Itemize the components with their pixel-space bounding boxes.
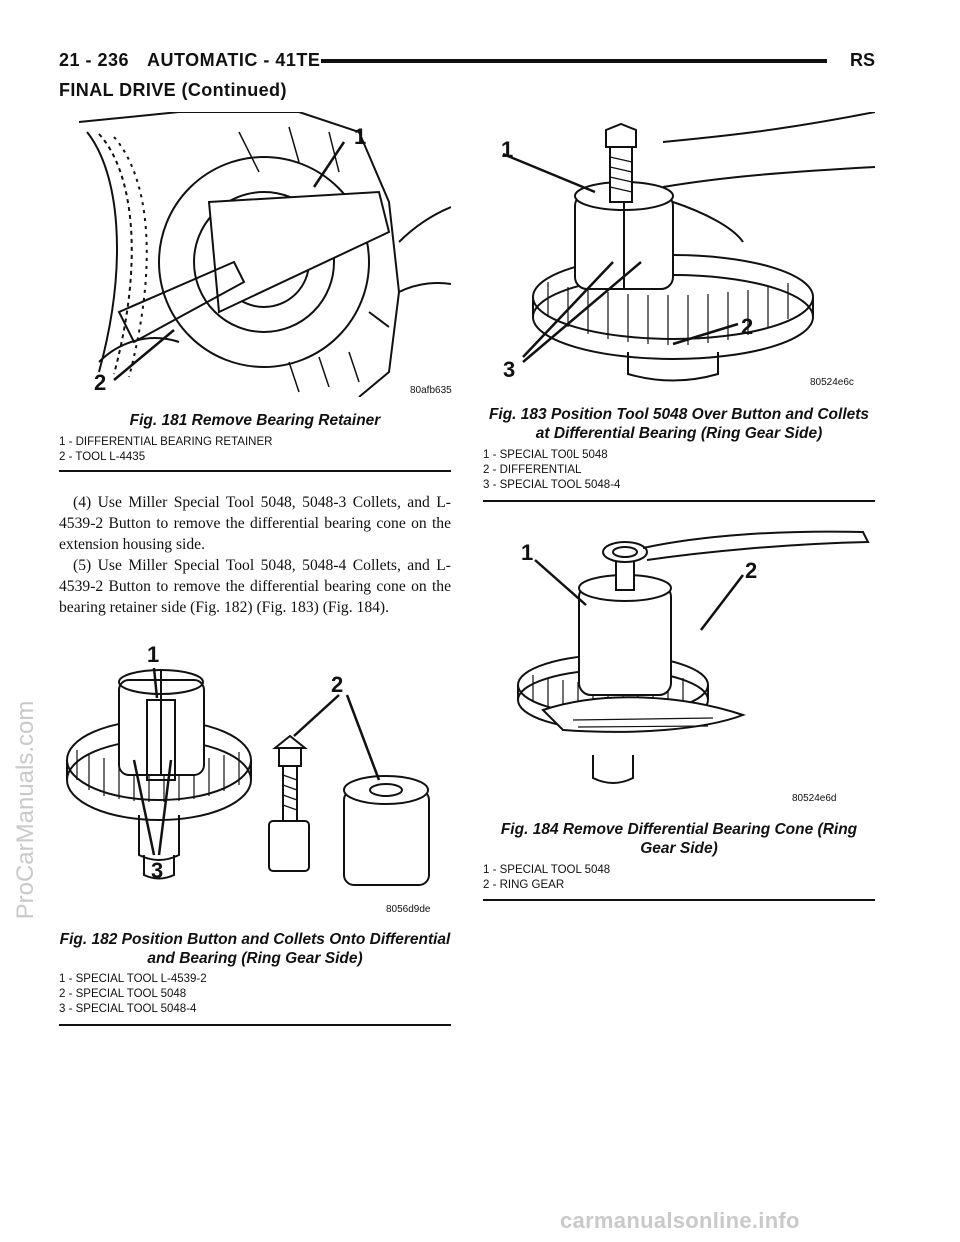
side-watermark bbox=[6, 500, 46, 1120]
figure-caption: Fig. 182 Position Button and Collets Onto Differential and Bearing (Ring Gear Side) bbox=[59, 931, 451, 967]
header-model: RS bbox=[849, 50, 875, 70]
body-text bbox=[59, 492, 451, 618]
figure-divider bbox=[59, 470, 451, 472]
figure-code: 80524e6d bbox=[792, 793, 837, 804]
callout-1: 1 bbox=[354, 124, 367, 149]
figure-legend bbox=[483, 448, 620, 493]
figure-181-illustration bbox=[59, 112, 451, 397]
legend-item: 2 - DIFFERENTIAL bbox=[483, 464, 582, 476]
page-number: 21 - 236 bbox=[59, 50, 130, 70]
footer-watermark: carmanualsonline.info bbox=[560, 1208, 800, 1233]
paragraph: (5) Use Miller Special Tool 5048, 5048-4 Collets, and L-4539-2 Button to remove the differential bearing cone on the bearing retainer side (Fig. 182) (Fig. 183) (Fig. 184). bbox=[59, 557, 451, 616]
page-header bbox=[59, 50, 875, 80]
legend-item: 3 - SPECIAL TOOL 5048-4 bbox=[59, 1003, 197, 1015]
figure-caption: Fig. 181 Remove Bearing Retainer bbox=[129, 412, 381, 429]
figure-code: 8056d9de bbox=[386, 904, 431, 915]
legend-item: 2 - SPECIAL TOOL 5048 bbox=[59, 988, 187, 1000]
legend-item: 3 - SPECIAL TOOL 5048-4 bbox=[483, 479, 621, 491]
figure-caption: Fig. 184 Remove Differential Bearing Cone (Ring Gear Side) bbox=[500, 821, 858, 857]
figure-legend bbox=[59, 972, 207, 1017]
header-rule bbox=[321, 59, 827, 63]
paragraph: (4) Use Miller Special Tool 5048, 5048-3 Collets, and L-4539-2 Button to remove the differential bearing cone on the extension housing side. bbox=[59, 494, 451, 553]
figure-divider bbox=[483, 500, 875, 502]
section-title: FINAL DRIVE (Continued) bbox=[59, 80, 287, 100]
figure-184-illustration bbox=[483, 530, 875, 795]
figure-code: 80524e6c bbox=[810, 377, 854, 388]
callout-1: 1 bbox=[521, 540, 534, 565]
watermark-text: ProCarManuals.com bbox=[12, 700, 39, 920]
legend-item: 1 - SPECIAL TO0L 5048 bbox=[483, 449, 608, 461]
callout-3: 3 bbox=[151, 858, 164, 883]
callout-1: 1 bbox=[147, 642, 160, 667]
figure-code: 80afb635 bbox=[410, 385, 452, 396]
figure-legend bbox=[59, 435, 272, 465]
figure-183-illustration bbox=[483, 112, 875, 382]
legend-item: 2 - TOOL L-4435 bbox=[59, 451, 146, 463]
header-title: AUTOMATIC - 41TE bbox=[147, 50, 321, 70]
callout-2: 2 bbox=[745, 558, 758, 583]
figure-legend bbox=[483, 863, 610, 893]
callout-2: 2 bbox=[94, 370, 107, 395]
legend-item: 1 - SPECIAL TOOL 5048 bbox=[483, 864, 611, 876]
callout-3: 3 bbox=[503, 357, 516, 382]
figure-182-illustration bbox=[59, 640, 451, 900]
legend-item: 2 - RING GEAR bbox=[483, 879, 565, 891]
figure-divider bbox=[483, 899, 875, 901]
callout-2: 2 bbox=[741, 314, 754, 339]
legend-item: 1 - SPECIAL TOOL L-4539-2 bbox=[59, 973, 207, 985]
figure-caption: Fig. 183 Position Tool 5048 Over Button and Collets at Differential Bearing (Ring Gear Side) bbox=[488, 406, 870, 442]
callout-1: 1 bbox=[501, 137, 514, 162]
figure-divider bbox=[59, 1024, 451, 1026]
callout-2: 2 bbox=[331, 672, 344, 697]
legend-item: 1 - DIFFERENTIAL BEARING RETAINER bbox=[59, 436, 273, 448]
